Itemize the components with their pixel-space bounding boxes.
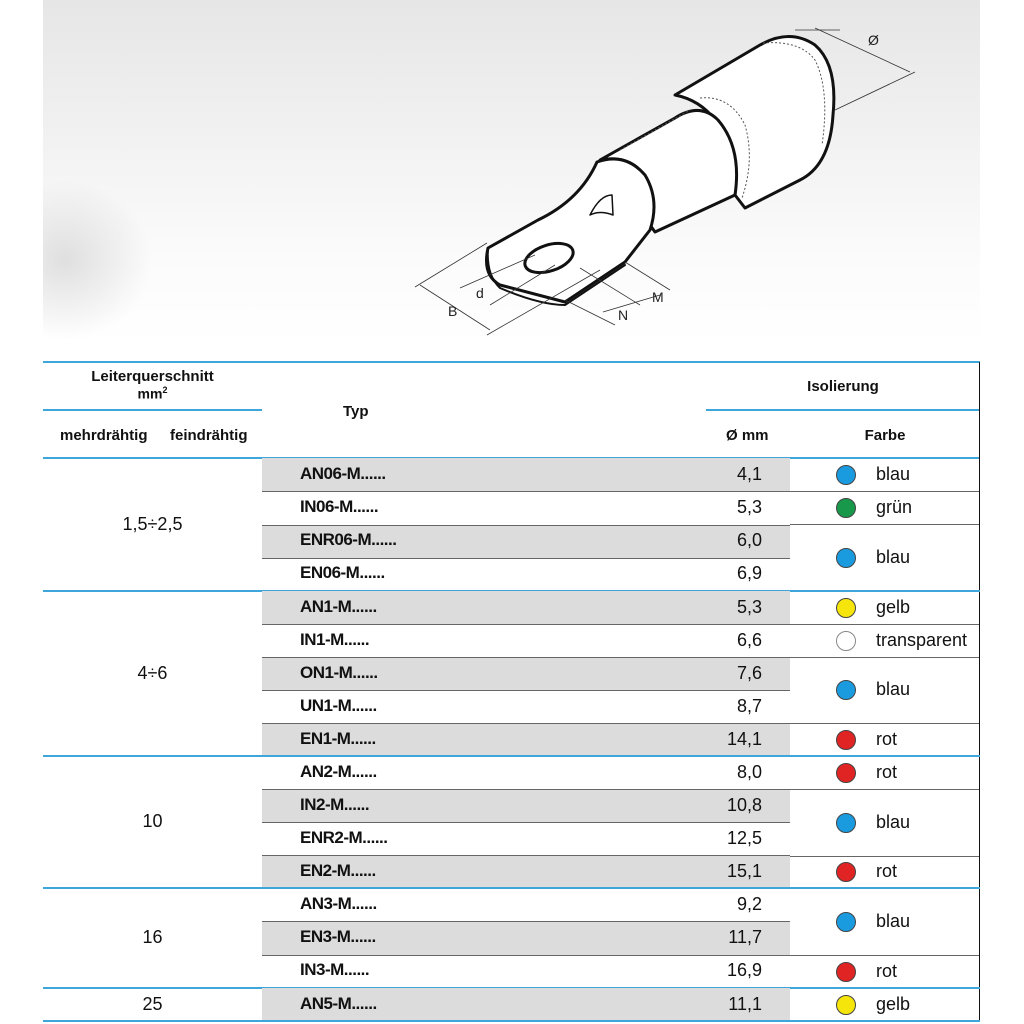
row-divider: [262, 822, 790, 823]
hole-dim-label: d: [476, 285, 484, 301]
color-label: blau: [876, 463, 911, 484]
color-swatch-blau-icon: [836, 548, 856, 568]
type-cell: AN3-M......: [300, 893, 377, 913]
color-label: gelb: [876, 993, 911, 1014]
color-swatch-blau-icon: [836, 680, 856, 700]
type-cell: IN2-M......: [300, 794, 370, 814]
header-sub-line-left: [43, 409, 262, 411]
diameter-cell: 5,3: [736, 596, 762, 617]
header-conductor-label: Leiterquerschnitt: [91, 368, 214, 385]
color-divider: [790, 624, 979, 625]
color-divider: [790, 723, 979, 724]
color-swatch-gelb-icon: [836, 598, 856, 618]
row-divider: [262, 558, 790, 559]
row-divider: [262, 723, 790, 724]
header-color: Farbe: [864, 427, 906, 444]
header-stranded: mehrdrähtig: [60, 427, 148, 444]
header-unit-sup: 2: [162, 385, 168, 395]
color-label: blau: [876, 910, 911, 931]
color-swatch-blau-icon: [836, 813, 856, 833]
type-cell: ON1-M......: [300, 662, 378, 682]
cross-section-value: 4÷6: [137, 662, 168, 683]
color-swatch-rot-icon: [836, 862, 856, 882]
cross-section-value: 16: [142, 927, 163, 947]
header-conductor-unit: [43, 385, 262, 402]
header-type: Typ: [343, 403, 369, 420]
row-divider: [262, 525, 790, 526]
diameter-cell: 16,9: [726, 960, 762, 981]
type-cell: AN5-M......: [300, 993, 377, 1013]
diameter-cell: 15,1: [726, 860, 762, 881]
diameter-cell: 11,7: [728, 927, 762, 947]
color-label: rot: [876, 861, 898, 881]
background-shadow: [43, 180, 153, 340]
color-swatch-grün-icon: [836, 498, 856, 518]
header-diameter: Ø mm: [726, 427, 769, 444]
diameter-cell: 5,3: [736, 496, 762, 517]
color-label: transparent: [876, 629, 968, 650]
cross-section-value: 1,5÷2,5: [122, 513, 183, 534]
color-swatch-blau-icon: [836, 465, 856, 485]
header-top-line: [43, 361, 980, 363]
group-divider: [43, 755, 980, 757]
row-divider: [262, 491, 790, 492]
color-swatch-transparent-icon: [836, 631, 856, 651]
color-label: blau: [876, 546, 911, 567]
type-cell: ENR2-M......: [300, 827, 388, 847]
type-cell: EN1-M......: [300, 728, 376, 748]
diameter-cell: 6,6: [736, 629, 762, 650]
diameter-cell: 10,8: [726, 794, 762, 815]
group-divider: [43, 1020, 980, 1022]
type-cell: AN1-M......: [300, 596, 377, 616]
width-dim-label: B: [448, 303, 458, 319]
diameter-cell: 8,0: [736, 761, 762, 782]
type-cell: EN2-M......: [300, 860, 376, 880]
diameter-cell: 14,1: [726, 728, 762, 749]
type-cell: IN1-M......: [300, 629, 370, 649]
color-label: rot: [876, 761, 898, 782]
type-cell: IN06-M......: [300, 496, 379, 516]
diameter-cell: 4,1: [736, 463, 762, 484]
cross-section-value: 10: [142, 811, 163, 831]
header-unit-label: mm: [137, 385, 163, 402]
header-sub-line-right: [706, 409, 980, 411]
color-swatch-gelb-icon: [836, 995, 856, 1015]
cable-lug-drawing: [43, 0, 980, 345]
type-cell: EN06-M......: [300, 563, 385, 583]
header-insulation: Isolierung: [807, 378, 879, 395]
type-cell: AN06-M......: [300, 463, 386, 483]
color-divider: [790, 856, 979, 857]
row-divider: [262, 955, 790, 956]
header-fine-stranded: feindrähtig: [170, 427, 248, 444]
n-dim-label: N: [618, 307, 629, 323]
color-label: gelb: [876, 596, 911, 617]
color-divider: [790, 657, 979, 658]
diameter-cell: 6,0: [736, 530, 762, 551]
type-cell: IN3-M......: [300, 960, 370, 980]
color-label: blau: [876, 679, 911, 699]
row-divider: [262, 789, 790, 790]
product-drawing-panel: [43, 0, 980, 345]
color-divider: [790, 789, 979, 790]
diameter-cell: 6,9: [736, 563, 762, 584]
color-divider: [790, 955, 979, 956]
cross-section-value: 25: [142, 993, 163, 1014]
type-cell: EN3-M......: [300, 927, 376, 946]
color-swatch-blau-icon: [836, 912, 856, 932]
diameter-cell: 12,5: [726, 827, 762, 848]
row-divider: [262, 690, 790, 691]
color-label: rot: [876, 960, 898, 981]
color-label: grün: [876, 496, 913, 517]
diameter-dim-label: Ø: [868, 32, 879, 48]
diameter-cell: 8,7: [736, 695, 762, 716]
type-cell: AN2-M......: [300, 761, 377, 781]
diameter-cell: 7,6: [736, 662, 762, 683]
row-divider: [262, 624, 790, 625]
color-label: rot: [876, 728, 898, 749]
m-dim-label: M: [652, 289, 664, 305]
type-cell: ENR06-M......: [300, 530, 397, 550]
color-divider: [790, 491, 979, 492]
color-divider: [790, 524, 979, 525]
diameter-cell: 11,1: [728, 993, 762, 1014]
row-divider: [262, 657, 790, 658]
color-label: blau: [876, 811, 911, 832]
header-conductor-cross-section: [43, 368, 262, 385]
color-swatch-rot-icon: [836, 730, 856, 750]
color-swatch-rot-icon: [836, 763, 856, 783]
row-divider: [262, 855, 790, 856]
diameter-cell: 9,2: [736, 893, 762, 914]
row-divider: [262, 921, 790, 922]
type-cell: UN1-M......: [300, 695, 377, 715]
color-swatch-rot-icon: [836, 962, 856, 982]
group-divider: [43, 887, 980, 889]
table-right-border: [979, 362, 980, 1022]
